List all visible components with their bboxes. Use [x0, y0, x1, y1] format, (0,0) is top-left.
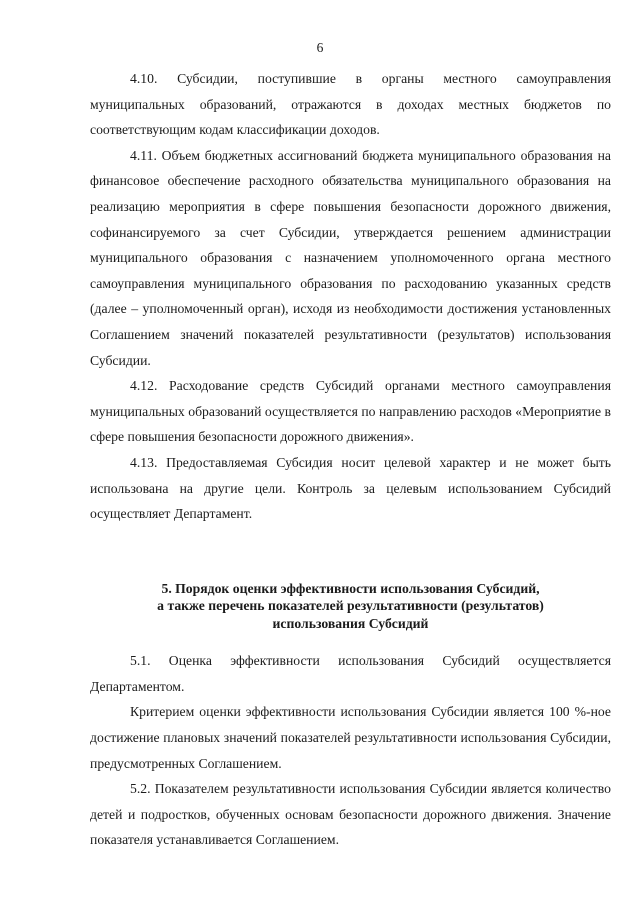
- paragraph-4-12: 4.12. Расходование средств Субсидий органами местного самоуправления муниципальных образований осуществляется по направлению расходов «Мероприятие в сфере повышения безопасности дорожного движения».: [90, 378, 611, 445]
- section-heading-line-3: использования Субсидий: [272, 615, 429, 631]
- paragraph-4-11: 4.11. Объем бюджетных ассигнований бюджета муниципального образования на финансовое обеспечение расходного обязательства муниципального образования на реализацию мероприятия в сфере повышения безопасности дорожного движения, софинансируемого за счет Субсидии, утверждается решением администрации муниципального образования с назначением уполномоченного органа местного самоуправления муниципального образования по расходованию указанных средств (далее – уполномоченный орган), исходя из необходимости достижения установленных Соглашением значений показателей результативности (результатов) использования Субсидии.: [90, 147, 611, 368]
- page-number: 6: [316, 40, 324, 55]
- paragraph-4-10: 4.10. Субсидии, поступившие в органы местного самоуправления муниципальных образований, отражаются в доходах местных бюджетов по соответствующим кодам классификации доходов.: [90, 71, 611, 138]
- paragraph-5-2: 5.2. Показателем результативности использования Субсидии является количество детей и подростков, обученных основам безопасности дорожного движения. Значение показателя устанавливается Соглашением.: [90, 781, 611, 848]
- document-body: [90, 66, 611, 853]
- paragraph-5-1: 5.1. Оценка эффективности использования Субсидий осуществляется Департаментом.: [90, 653, 611, 694]
- section-5-heading: [90, 580, 611, 633]
- section-heading-line-1: 5. Порядок оценки эффективности использования Субсидий,: [161, 580, 540, 596]
- paragraph-criterion: Критерием оценки эффективности использования Субсидии является 100 %-ное достижение плановых значений показателей результативности использования Субсидии, предусмотренных Соглашением.: [90, 704, 611, 771]
- section-heading-line-2: а также перечень показателей результативности (результатов): [157, 598, 544, 614]
- paragraph-4-13: 4.13. Предоставляемая Субсидия носит целевой характер и не может быть использована на другие цели. Контроль за целевым использованием Субсидий осуществляет Департамент.: [90, 454, 611, 522]
